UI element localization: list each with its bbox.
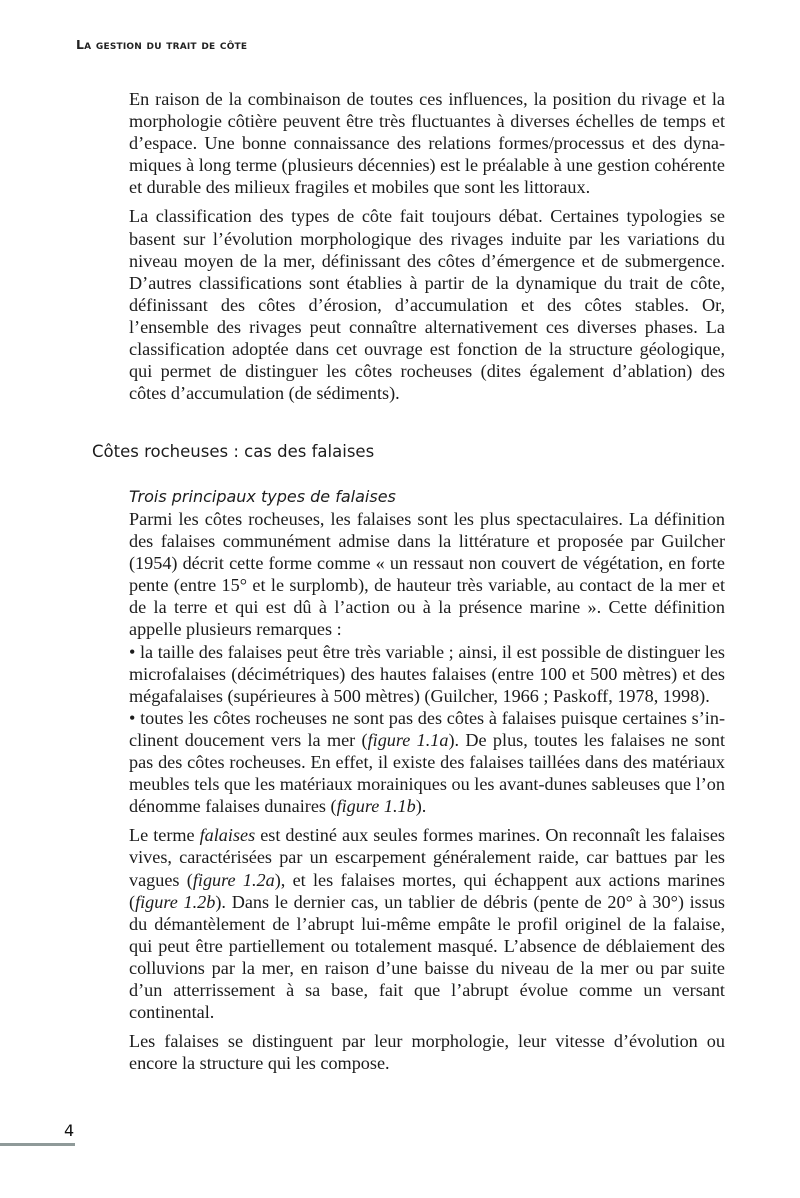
figure-reference: figure 1.1a (367, 729, 449, 750)
figure-reference: figure 1.1b (336, 796, 416, 817)
text-run: est destiné aux seules formes marines. On reconnaît les falaises vives, caractérisées par un escarpement généralement raide, car battues par les vagues ( (129, 825, 725, 890)
running-head: La gestion du trait de côte (76, 37, 248, 52)
paragraph: Parmi les côtes rocheuses, les falaises sont les plus spectaculaires. La définition des falaises communément admise dans la littérature et proposée par Guilcher (1954) décrit cette forme comme « un ressaut non couvert de végétation, en forte pente (entre 15° et le surplomb), de hauteur très variable, au contact de la mer et de la terre et qui est dû à l’action ou à la présence marine ». Cette définition appelle plusieurs remarques : (129, 509, 725, 640)
page-number: 4 (64, 1121, 75, 1140)
text-run: Le terme (129, 825, 200, 846)
subsection-title: Trois principaux types de falaises (129, 487, 396, 506)
page-number-rule (0, 1143, 75, 1146)
figure-reference: figure 1.2b (135, 891, 216, 912)
bullet-item: • la taille des falaises peut être très variable ; ainsi, il est possible de distinguer les microfalaises (décimétriques) des hautes falaises (entre 100 et 500 mètres) et des mégafalaises (supérieures à 500 mètres) (Guilcher, 1966 ; Paskoff, 1978, 1998). (129, 641, 725, 707)
section-title: Côtes rocheuses : cas des falaises (92, 442, 375, 461)
figure-reference: figure 1.2a (192, 869, 275, 890)
paragraph: Les falaises se distinguent par leur morphologie, leur vitesse d’évolution ou encore la structure qui les compose. (129, 1031, 725, 1074)
text-run: ). Dans le dernier cas, un tablier de débris (pente de 20° à 30°) issus du démantèlement de l’abrupt lui-même empâte le profil originel de la falaise, qui peut être partiellement ou totalement masqué. L’absence de déblaiement des colluvions par la mer, en raison d’une baisse du niveau de la mer ou par suite d’un atterrissement à sa base, fait que l’abrupt évolue comme un versant continental. (129, 891, 725, 1023)
bullet-item (129, 707, 725, 817)
text-run: ), et les falaises mortes, qui échappent aux actions marines ( (129, 869, 725, 912)
paragraph: En raison de la combinaison de toutes ces influences, la position du rivage et la morphologie côtière peuvent être très fluctuantes à diverses échelles de temps et d’espace. Une bonne connaissance des relations formes/processus et des dynamiques à long terme (plusieurs décennies) est le préalable à une gestion cohérente et durable des milieux fragiles et mobiles que sont les littoraux. (129, 89, 725, 198)
section-body (129, 486, 725, 1081)
paragraph (129, 824, 725, 1023)
intro-text (129, 88, 725, 411)
paragraph: La classification des types de côte fait toujours débat. Certaines typologies se basent sur l’évolution morphologique des rivages induite par les variations du niveau moyen de la mer, définissant des côtes d’émergence et de submergence. D’autres classifications sont établies à partir de la dynamique du trait de côte, définissant des côtes d’érosion, d’accumulation et des côtes stables. Or, l’ensemble des rivages peut connaître alternativement ces diverses phases. La classification adoptée dans cet ouvrage est fonction de la structure géologique, qui permet de distinguer les côtes rocheuses (dites également d’ablation) des côtes d’accumulation (de sédiments). (129, 206, 725, 404)
text-run: ). De plus, toutes les falaises ne sont pas des côtes rocheuses. En effet, il existe des falaises taillées dans des matériaux meubles tels que les matériaux morainiques ou les avant-dunes sableuses que l’on dénomme falaises dunaires ( (129, 729, 725, 817)
emphasized-term: falaises (199, 825, 256, 846)
text-run: ). (415, 796, 427, 817)
text-run: toutes les côtes rocheuses ne sont pas des côtes à falaises puisque certaines s’inclinent doucement vers la mer ( (129, 707, 725, 750)
